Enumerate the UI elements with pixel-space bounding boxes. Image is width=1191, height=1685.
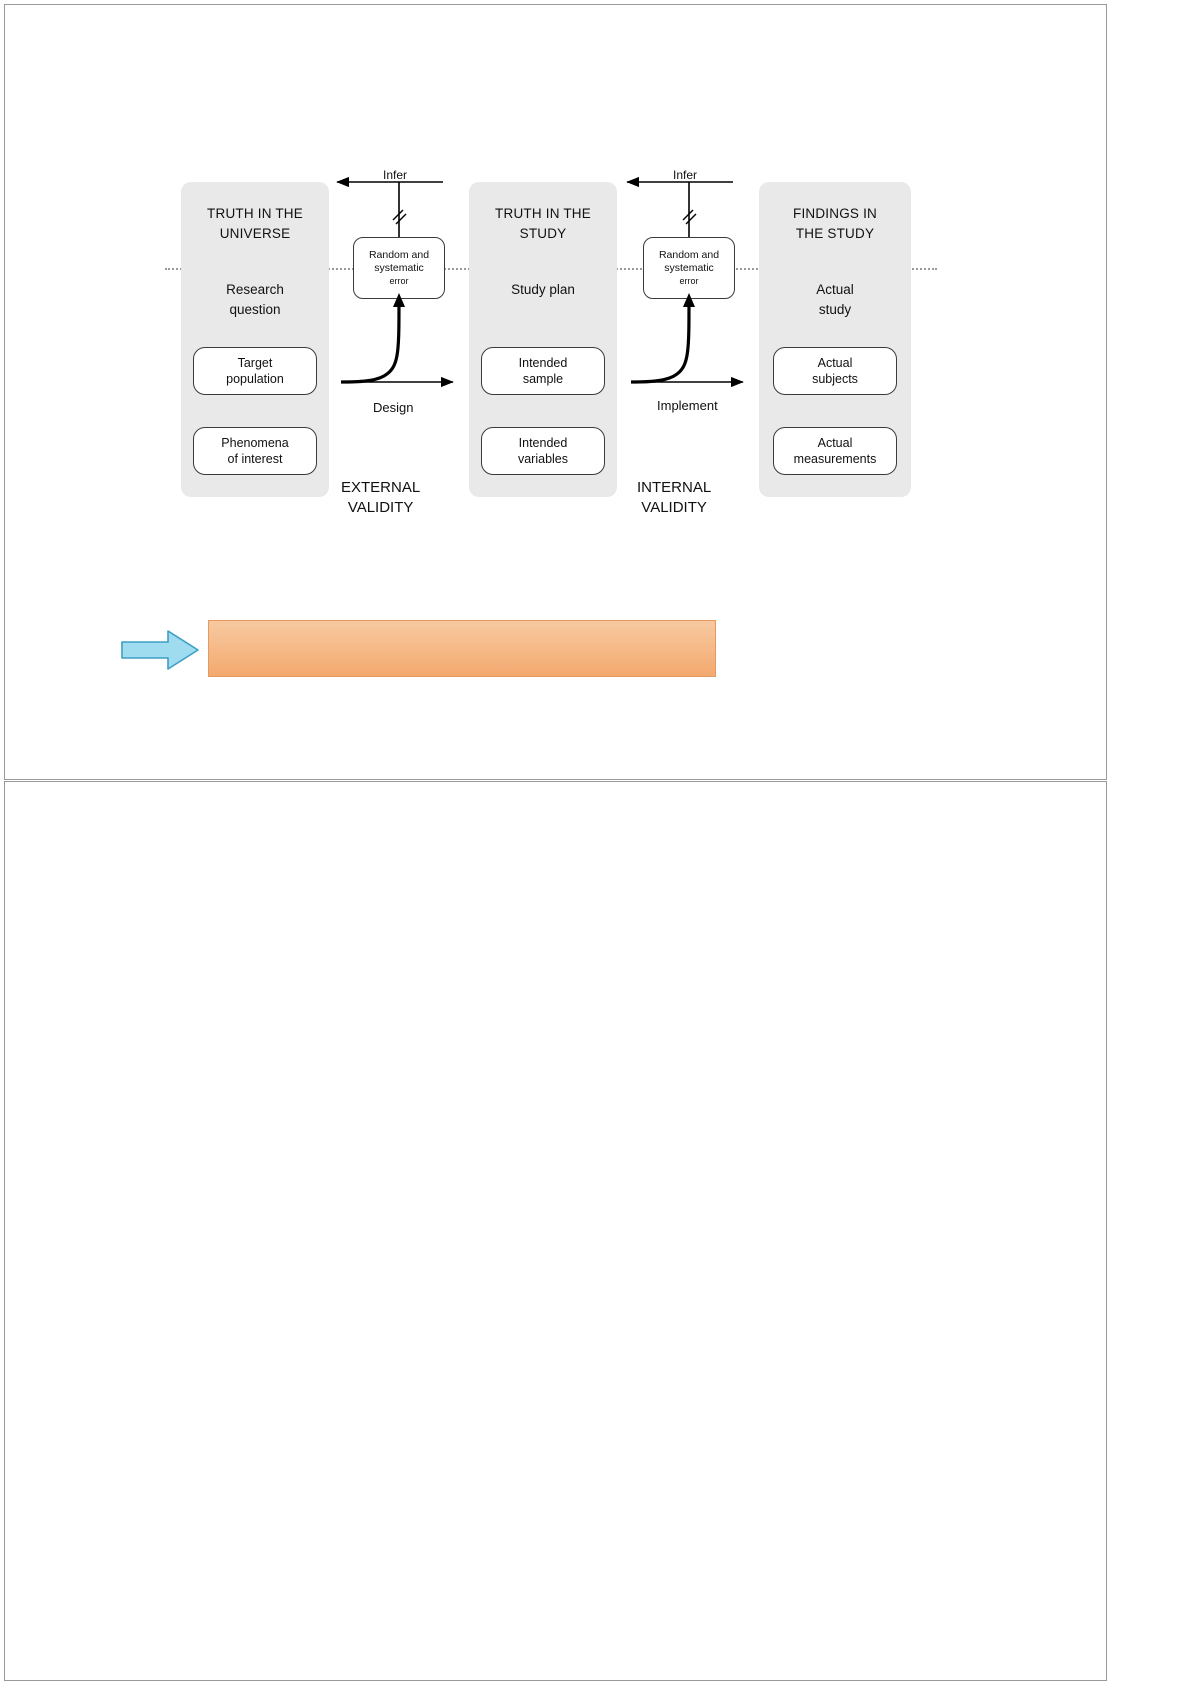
panel-subtitle-study <box>469 280 617 300</box>
panel-truth-in-the-study <box>469 182 617 497</box>
label-implement: Implement <box>657 398 718 413</box>
box-intended-variables-line1: Intended <box>518 435 568 450</box>
errbox-1-line3: error <box>389 275 409 286</box>
panel-title-universe-line1: TRUTH IN THE <box>207 206 303 221</box>
errbox-1-line2: systematic <box>374 262 424 275</box>
box-target-population-line2: population <box>226 372 284 386</box>
box-phenomena-of-interest <box>193 427 317 475</box>
label-internal-validity <box>637 478 711 519</box>
errbox-2-line3: error <box>679 275 699 286</box>
errbox-1-line1: Random and <box>368 249 430 262</box>
box-actual-subjects-line2: subjects <box>812 372 858 386</box>
slide-bottom <box>4 781 1107 1681</box>
box-actual-measurements-line1: Actual <box>817 435 853 450</box>
box-actual-measurements <box>773 427 897 475</box>
box-intended-sample-line1: Intended <box>518 355 568 370</box>
validity-diagram <box>155 160 945 530</box>
panel-title-study <box>469 204 617 243</box>
box-intended-variables-line2: variables <box>517 452 569 466</box>
box-phenomena-of-interest-line1: Phenomena <box>221 435 289 450</box>
label-infer-2: Infer <box>673 168 698 182</box>
label-internal-validity-line1: INTERNAL <box>637 479 712 496</box>
label-external-validity-line1: EXTERNAL <box>341 479 421 496</box>
panel-findings-in-the-study <box>759 182 911 497</box>
panel-title-study-line2: STUDY <box>519 225 567 241</box>
callout-row <box>120 620 740 680</box>
panel-subtitle-universe <box>181 280 329 319</box>
box-actual-subjects <box>773 347 897 395</box>
errbox-2-line1: Random and <box>658 249 720 262</box>
label-external-validity <box>341 478 420 519</box>
box-actual-measurements-line2: measurements <box>793 452 877 466</box>
right-arrow-icon <box>120 628 200 672</box>
box-intended-variables <box>481 427 605 475</box>
panel-title-universe-line2: UNIVERSE <box>219 225 291 241</box>
orange-callout-bar <box>208 620 716 677</box>
panel-title-universe <box>181 204 329 243</box>
slide-top <box>4 4 1107 780</box>
label-design: Design <box>373 400 414 415</box>
panel-truth-in-the-universe <box>181 182 329 497</box>
box-random-systematic-error-1 <box>353 237 445 299</box>
errbox-2-line2: systematic <box>664 262 714 275</box>
panel-subtitle-universe-line1: Research <box>226 282 284 297</box>
label-infer-1: Infer <box>383 168 408 182</box>
panel-title-findings <box>759 204 911 243</box>
box-intended-sample <box>481 347 605 395</box>
panel-subtitle-universe-line2: question <box>229 301 281 317</box>
panel-subtitle-findings-line2: study <box>818 301 852 317</box>
panel-title-study-line1: TRUTH IN THE <box>495 206 591 221</box>
label-internal-validity-line2: VALIDITY <box>641 499 707 517</box>
panel-title-findings-line1: FINDINGS IN <box>793 206 877 221</box>
panel-title-findings-line2: THE STUDY <box>795 225 875 241</box>
box-target-population-line1: Target <box>237 355 273 370</box>
panel-subtitle-findings-line1: Actual <box>816 282 854 297</box>
panel-subtitle-findings <box>759 280 911 319</box>
label-external-validity-line2: VALIDITY <box>347 499 414 517</box>
box-phenomena-of-interest-line2: of interest <box>227 452 283 466</box>
box-target-population <box>193 347 317 395</box>
box-random-systematic-error-2 <box>643 237 735 299</box>
panel-subtitle-study-line1: Study plan <box>511 282 575 297</box>
box-actual-subjects-line1: Actual <box>817 355 853 370</box>
box-intended-sample-line2: sample <box>522 372 564 386</box>
